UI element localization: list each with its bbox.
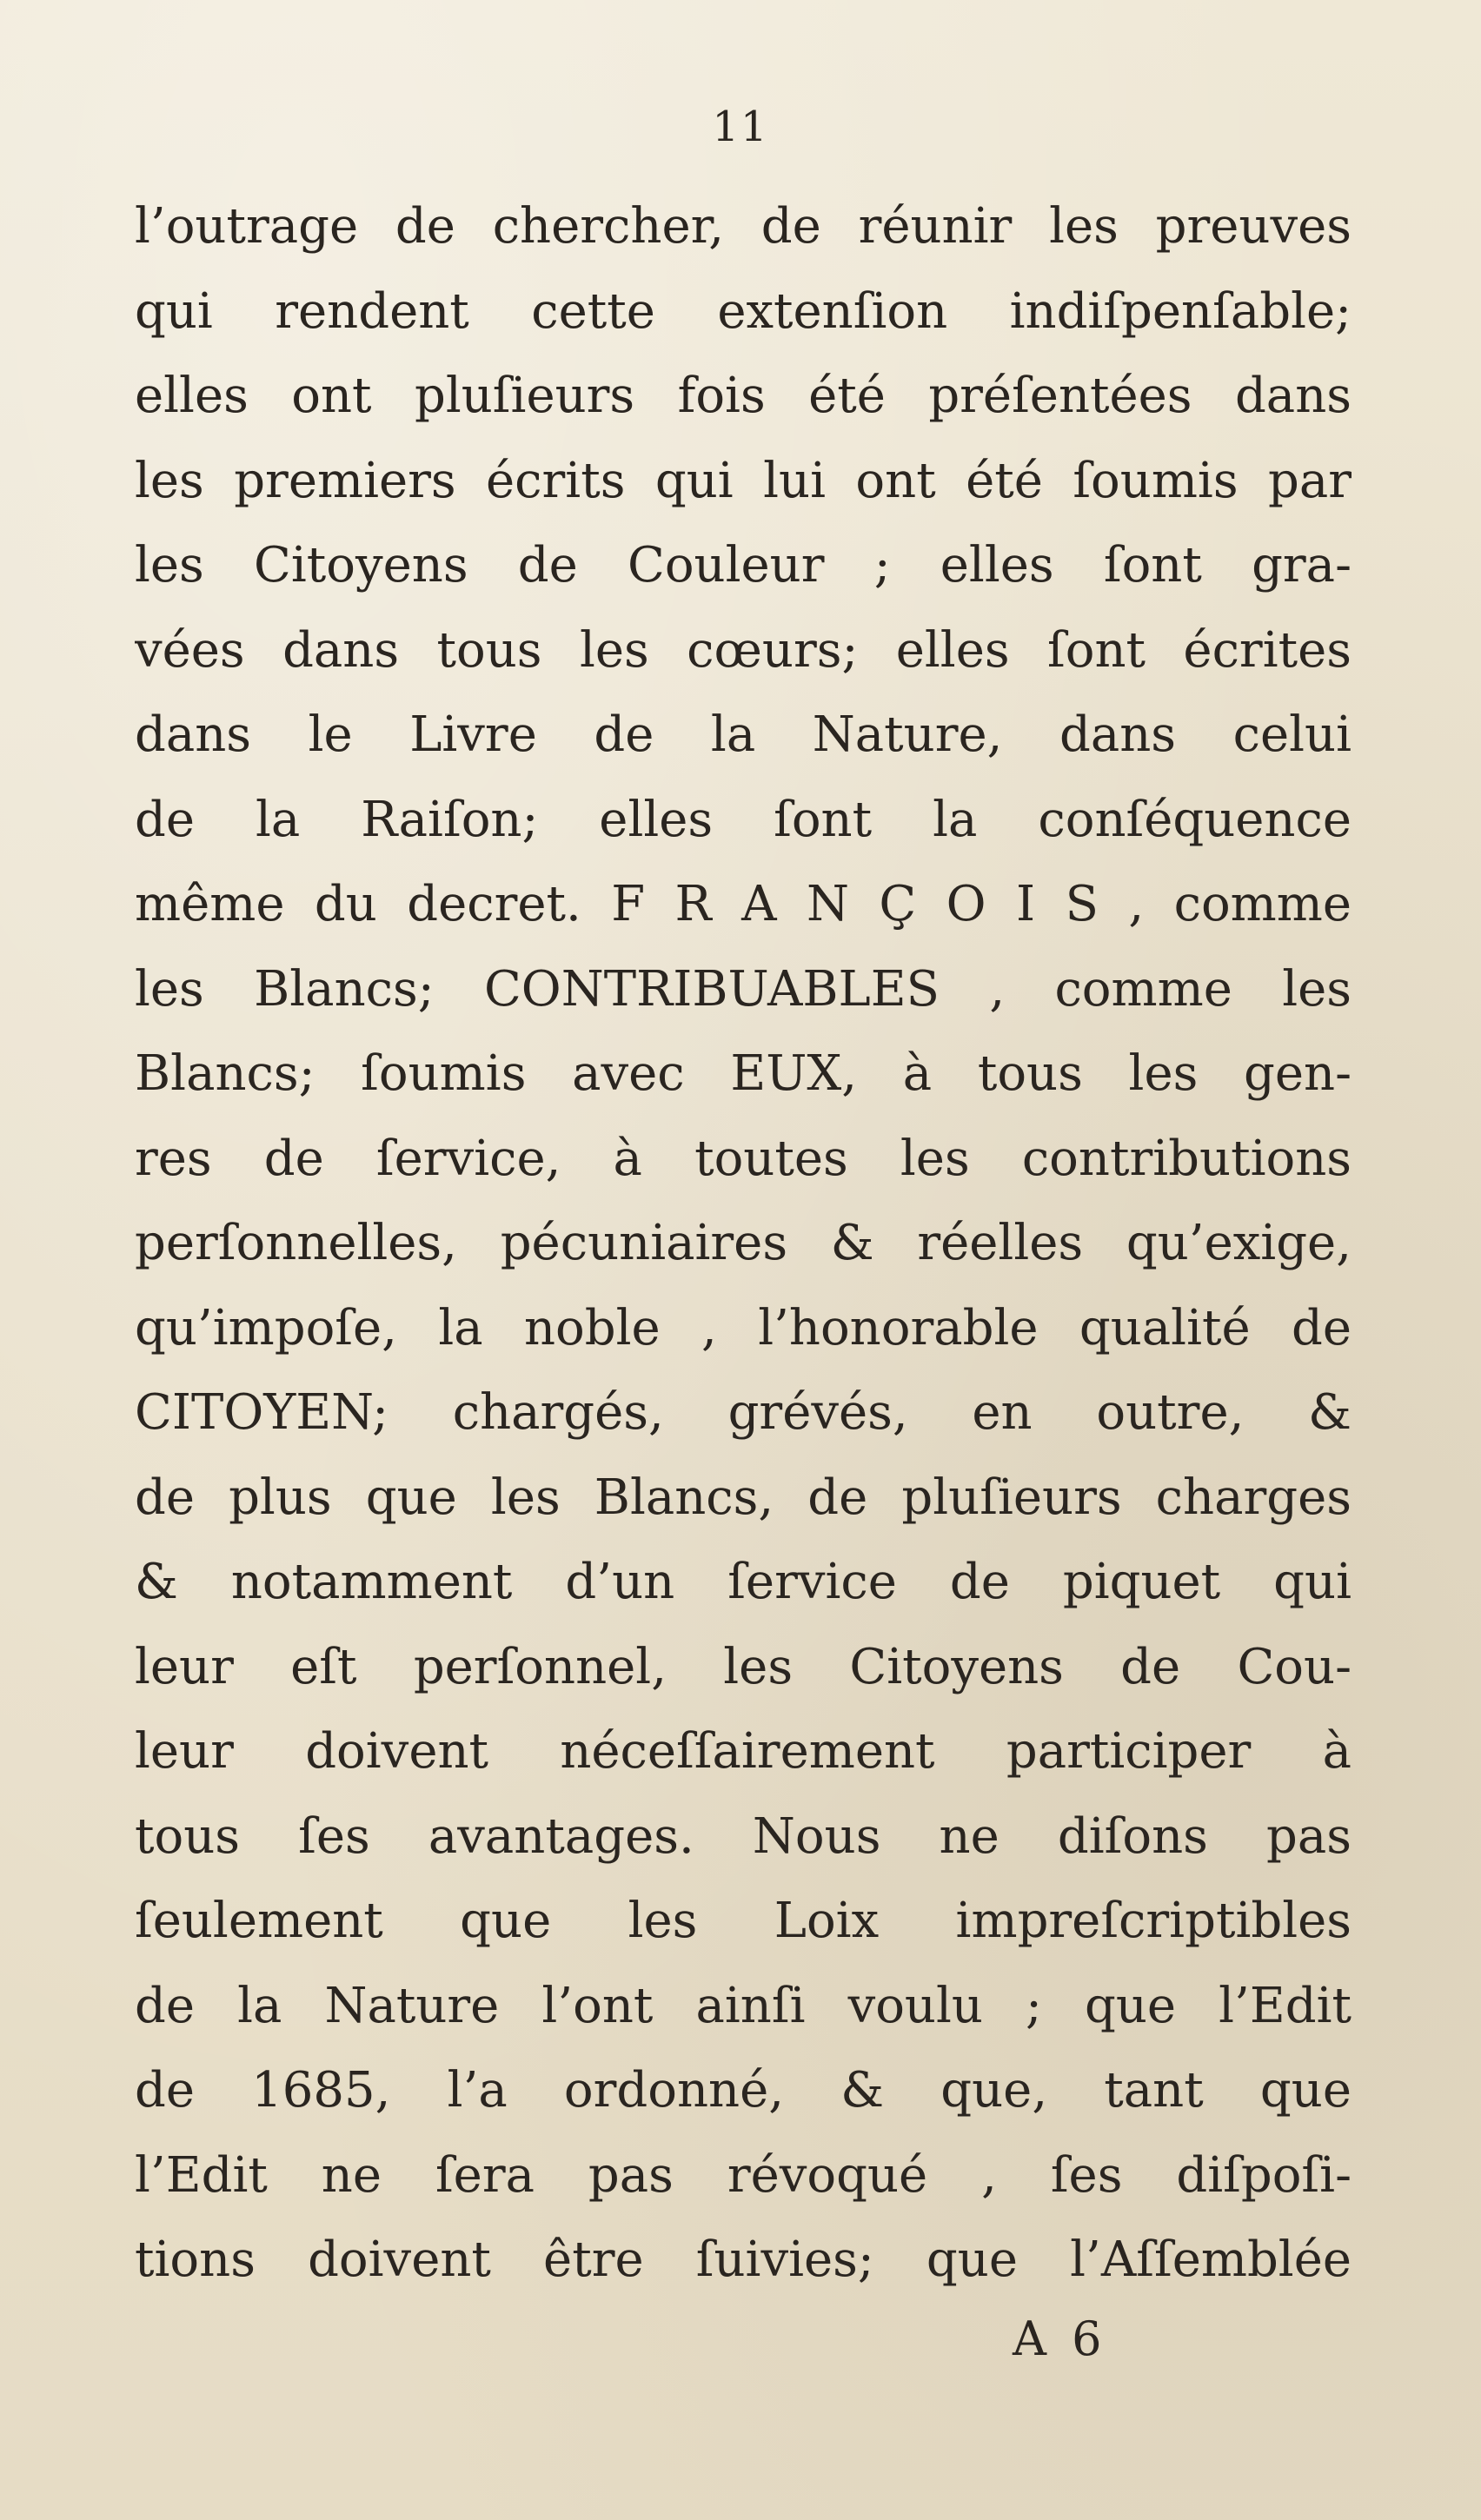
- text-line: qui rendent cette extenſion indiſpenſable;: [135, 282, 1351, 340]
- page-number: 11: [712, 103, 769, 151]
- text-line: de 1685, l’a ordonné, & que, tant que: [135, 2062, 1351, 2119]
- text-line: l’outrage de chercher, de réunir les preuves: [135, 198, 1351, 255]
- text-line: leur doivent néceſſairement participer à: [135, 1723, 1351, 1780]
- text-line: de la Raiſon; elles ſont la conſéquence: [135, 791, 1351, 848]
- text-line: de la Nature l’ont ainſi voulu ; que l’Edit: [135, 1977, 1351, 2034]
- text-line: dans le Livre de la Nature, dans celui: [135, 706, 1351, 763]
- text-line: res de ſervice, à toutes les contributions: [135, 1130, 1351, 1187]
- text-line: tions doivent être ſuivies; que l’Aſſemblée: [135, 2232, 1351, 2288]
- text-line: & notamment d’un ſervice de piquet qui: [135, 1554, 1351, 1610]
- text-line: vées dans tous les cœurs; elles ſont écrites: [135, 621, 1351, 679]
- text-line: tous ſes avantages. Nous ne diſons pas: [135, 1807, 1351, 1865]
- text-line: les Citoyens de Couleur ; elles ſont gra-: [135, 537, 1351, 594]
- text-line: Blancs; ſoumis avec EUX, à tous les gen-: [135, 1045, 1351, 1102]
- text-line: ſeulement que les Loix impreſcriptibles: [135, 1893, 1351, 1949]
- body-text: [135, 184, 1351, 2303]
- text-line: de plus que les Blancs, de pluſieurs charges: [135, 1469, 1351, 1526]
- text-line: perſonnelles, pécuniaires & réelles qu’exige,: [135, 1215, 1351, 1271]
- text-line: les Blancs; CONTRIBUABLES , comme les: [135, 960, 1351, 1018]
- text-line: qu’impoſe, la noble , l’honorable qualité de: [135, 1299, 1351, 1356]
- text-line: même du decret. F R A N Ç O I S , comme: [135, 876, 1351, 932]
- text-line: l’Edit ne ſera pas révoqué , ſes diſpoſi-: [135, 2146, 1351, 2204]
- text-line: leur eſt perſonnel, les Citoyens de Cou-: [135, 1638, 1351, 1695]
- text-line: elles ont pluſieurs fois été préſentées dans: [135, 368, 1351, 424]
- signature-mark: A 6: [1013, 2311, 1107, 2366]
- text-line: CITOYEN; chargés, grévés, en outre, &: [135, 1384, 1351, 1441]
- text-line: les premiers écrits qui lui ont été ſoumis par: [135, 452, 1351, 509]
